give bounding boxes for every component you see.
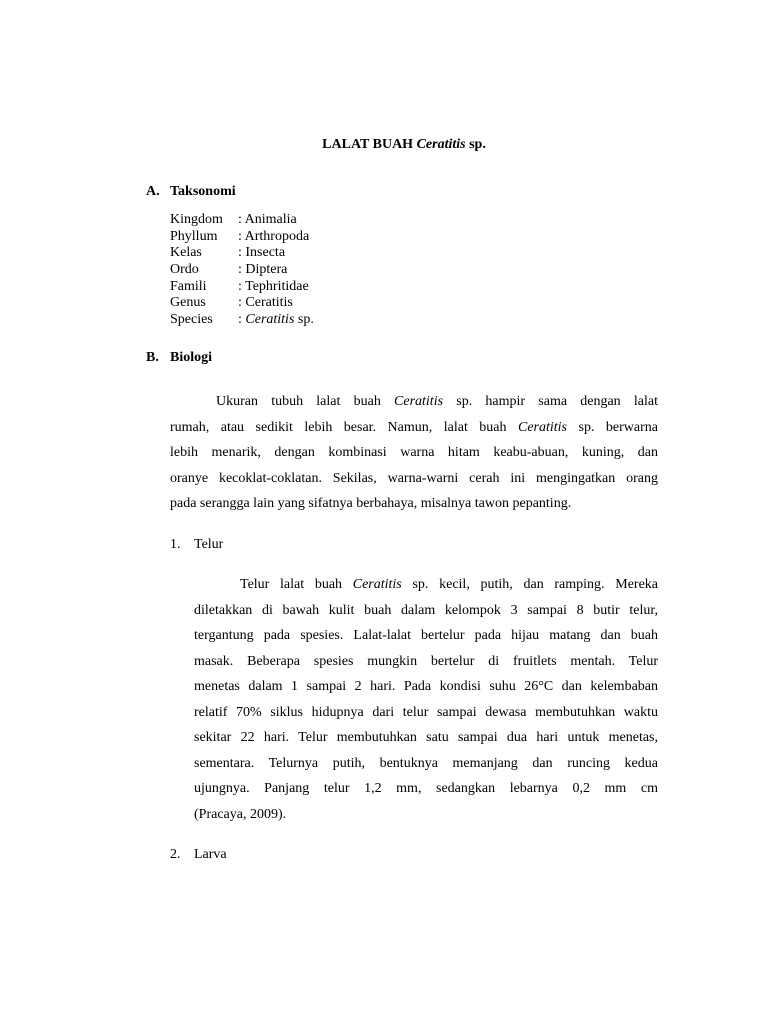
section-b-title: Biologi [170, 350, 213, 365]
taxonomy-value: Insecta [245, 245, 286, 260]
taxonomy-value: Tephritidae [245, 278, 309, 294]
taxonomy-sep: : [238, 312, 246, 327]
line-text: ujungnya. Panjang telur 1,2 mm, sedangkan lebarnya 0,2 mm cm [194, 781, 658, 796]
subsection-number: 2. [170, 847, 181, 862]
paragraph-line [194, 598, 658, 624]
subsection-number: 1. [170, 537, 181, 552]
paragraph-line [194, 674, 658, 700]
taxonomy-value: Animalia [244, 212, 297, 227]
line-text: rumah, atau sedikit lebih besar. Namun, lalat buah [170, 419, 518, 435]
taxonomy-value: Diptera [245, 262, 288, 277]
taxonomy-sep: : [238, 278, 246, 294]
line-text: oranye kecoklat-coklatan. Sekilas, warna-warni cerah ini mengingatkan orang [170, 470, 658, 486]
title-genus: Ceratitis [416, 137, 466, 152]
title-suffix: sp. [465, 137, 486, 152]
biologi-paragraph [170, 389, 658, 517]
taxonomy-key: Phyllum [170, 228, 218, 244]
section-a-letter: A. [146, 184, 160, 199]
taxonomy-value-suffix: sp. [294, 312, 314, 327]
taxonomy-row-kelas [170, 244, 285, 261]
line-text: pada serangga lain yang sifatnya berbahaya, misalnya tawon pepanting. [170, 496, 572, 511]
taxonomy-value: Arthropoda [244, 228, 310, 244]
line-text: Telur lalat buah [240, 577, 353, 592]
line-text: masak. Beberapa spesies mungkin bertelur di fruitlets mentah. Telur [194, 653, 658, 669]
paragraph-line [194, 802, 658, 828]
taxonomy-row-phyllum [170, 228, 309, 245]
subsection-title: Larva [194, 847, 227, 862]
line-italic: Ceratitis [394, 394, 444, 409]
paragraph-line [194, 572, 658, 598]
subsection-telur-heading [170, 537, 223, 553]
taxonomy-key: Famili [170, 278, 207, 294]
taxonomy-key: Ordo [170, 262, 199, 277]
taxonomy-row-famili [170, 278, 309, 295]
section-a-heading [146, 184, 236, 200]
taxonomy-key: Species [170, 312, 213, 327]
taxonomy-key: Kelas [170, 245, 202, 260]
taxonomy-sep: : [238, 262, 246, 277]
taxonomy-row-genus [170, 294, 293, 311]
taxonomy-row-kingdom [170, 211, 297, 228]
line-text: Ukuran tubuh lalat buah [216, 394, 395, 409]
line-text: tergantung pada spesies. Lalat-lalat bertelur pada hijau matang dan buah [194, 628, 658, 643]
paragraph-line [194, 649, 658, 675]
section-b-letter: B. [146, 350, 159, 365]
line-text: sekitar 22 hari. Telur membutuhkan satu sampai dua hari untuk menetas, [194, 730, 658, 745]
line-text: sp. berwarna [567, 419, 658, 435]
telur-paragraph [194, 572, 658, 827]
line-text: relatif 70% siklus hidupnya dari telur sampai dewasa membutuhkan waktu [194, 704, 658, 720]
line-text: diletakkan di bawah kulit buah dalam kelompok 3 sampai 8 butir telur, [194, 602, 658, 618]
taxonomy-sep: : [238, 212, 245, 227]
subsection-larva-heading [170, 847, 227, 863]
taxonomy-row-species [170, 311, 314, 328]
document-title [0, 137, 768, 153]
paragraph-line [194, 700, 658, 726]
taxonomy-key: Genus [170, 295, 206, 310]
paragraph-line [170, 466, 658, 492]
taxonomy-row-ordo [170, 261, 287, 278]
paragraph-line [170, 491, 658, 517]
taxonomy-sep: : [238, 245, 246, 260]
title-text: LALAT BUAH [322, 137, 417, 152]
paragraph-line [194, 623, 658, 649]
taxonomy-sep: : [238, 295, 246, 310]
taxonomy-value: Ceratitis [245, 295, 293, 310]
line-text: sp. hampir sama dengan lalat [443, 394, 658, 409]
taxonomy-sep: : [238, 228, 245, 244]
line-text: (Pracaya, 2009). [194, 806, 287, 822]
paragraph-line [170, 415, 658, 441]
section-b-heading [146, 350, 212, 366]
section-a-title: Taksonomi [170, 184, 236, 199]
paragraph-line [194, 776, 658, 802]
line-text: sp. kecil, putih, dan ramping. Mereka [401, 577, 658, 592]
line-italic: Ceratitis [518, 419, 568, 435]
paragraph-line [170, 440, 658, 466]
line-italic: Ceratitis [352, 577, 402, 592]
subsection-title: Telur [194, 537, 224, 552]
line-text: lebih menarik, dengan kombinasi warna hitam keabu-abuan, kuning, dan [170, 445, 658, 460]
paragraph-line [194, 725, 658, 751]
taxonomy-key: Kingdom [170, 212, 223, 227]
paragraph-line [194, 751, 658, 777]
line-text: menetas dalam 1 sampai 2 hari. Pada kondisi suhu 26°C dan kelembaban [194, 679, 658, 694]
paragraph-line [170, 389, 658, 415]
line-text: sementara. Telurnya putih, bentuknya memanjang dan runcing kedua [194, 755, 658, 771]
taxonomy-value-italic: Ceratitis [245, 312, 295, 327]
